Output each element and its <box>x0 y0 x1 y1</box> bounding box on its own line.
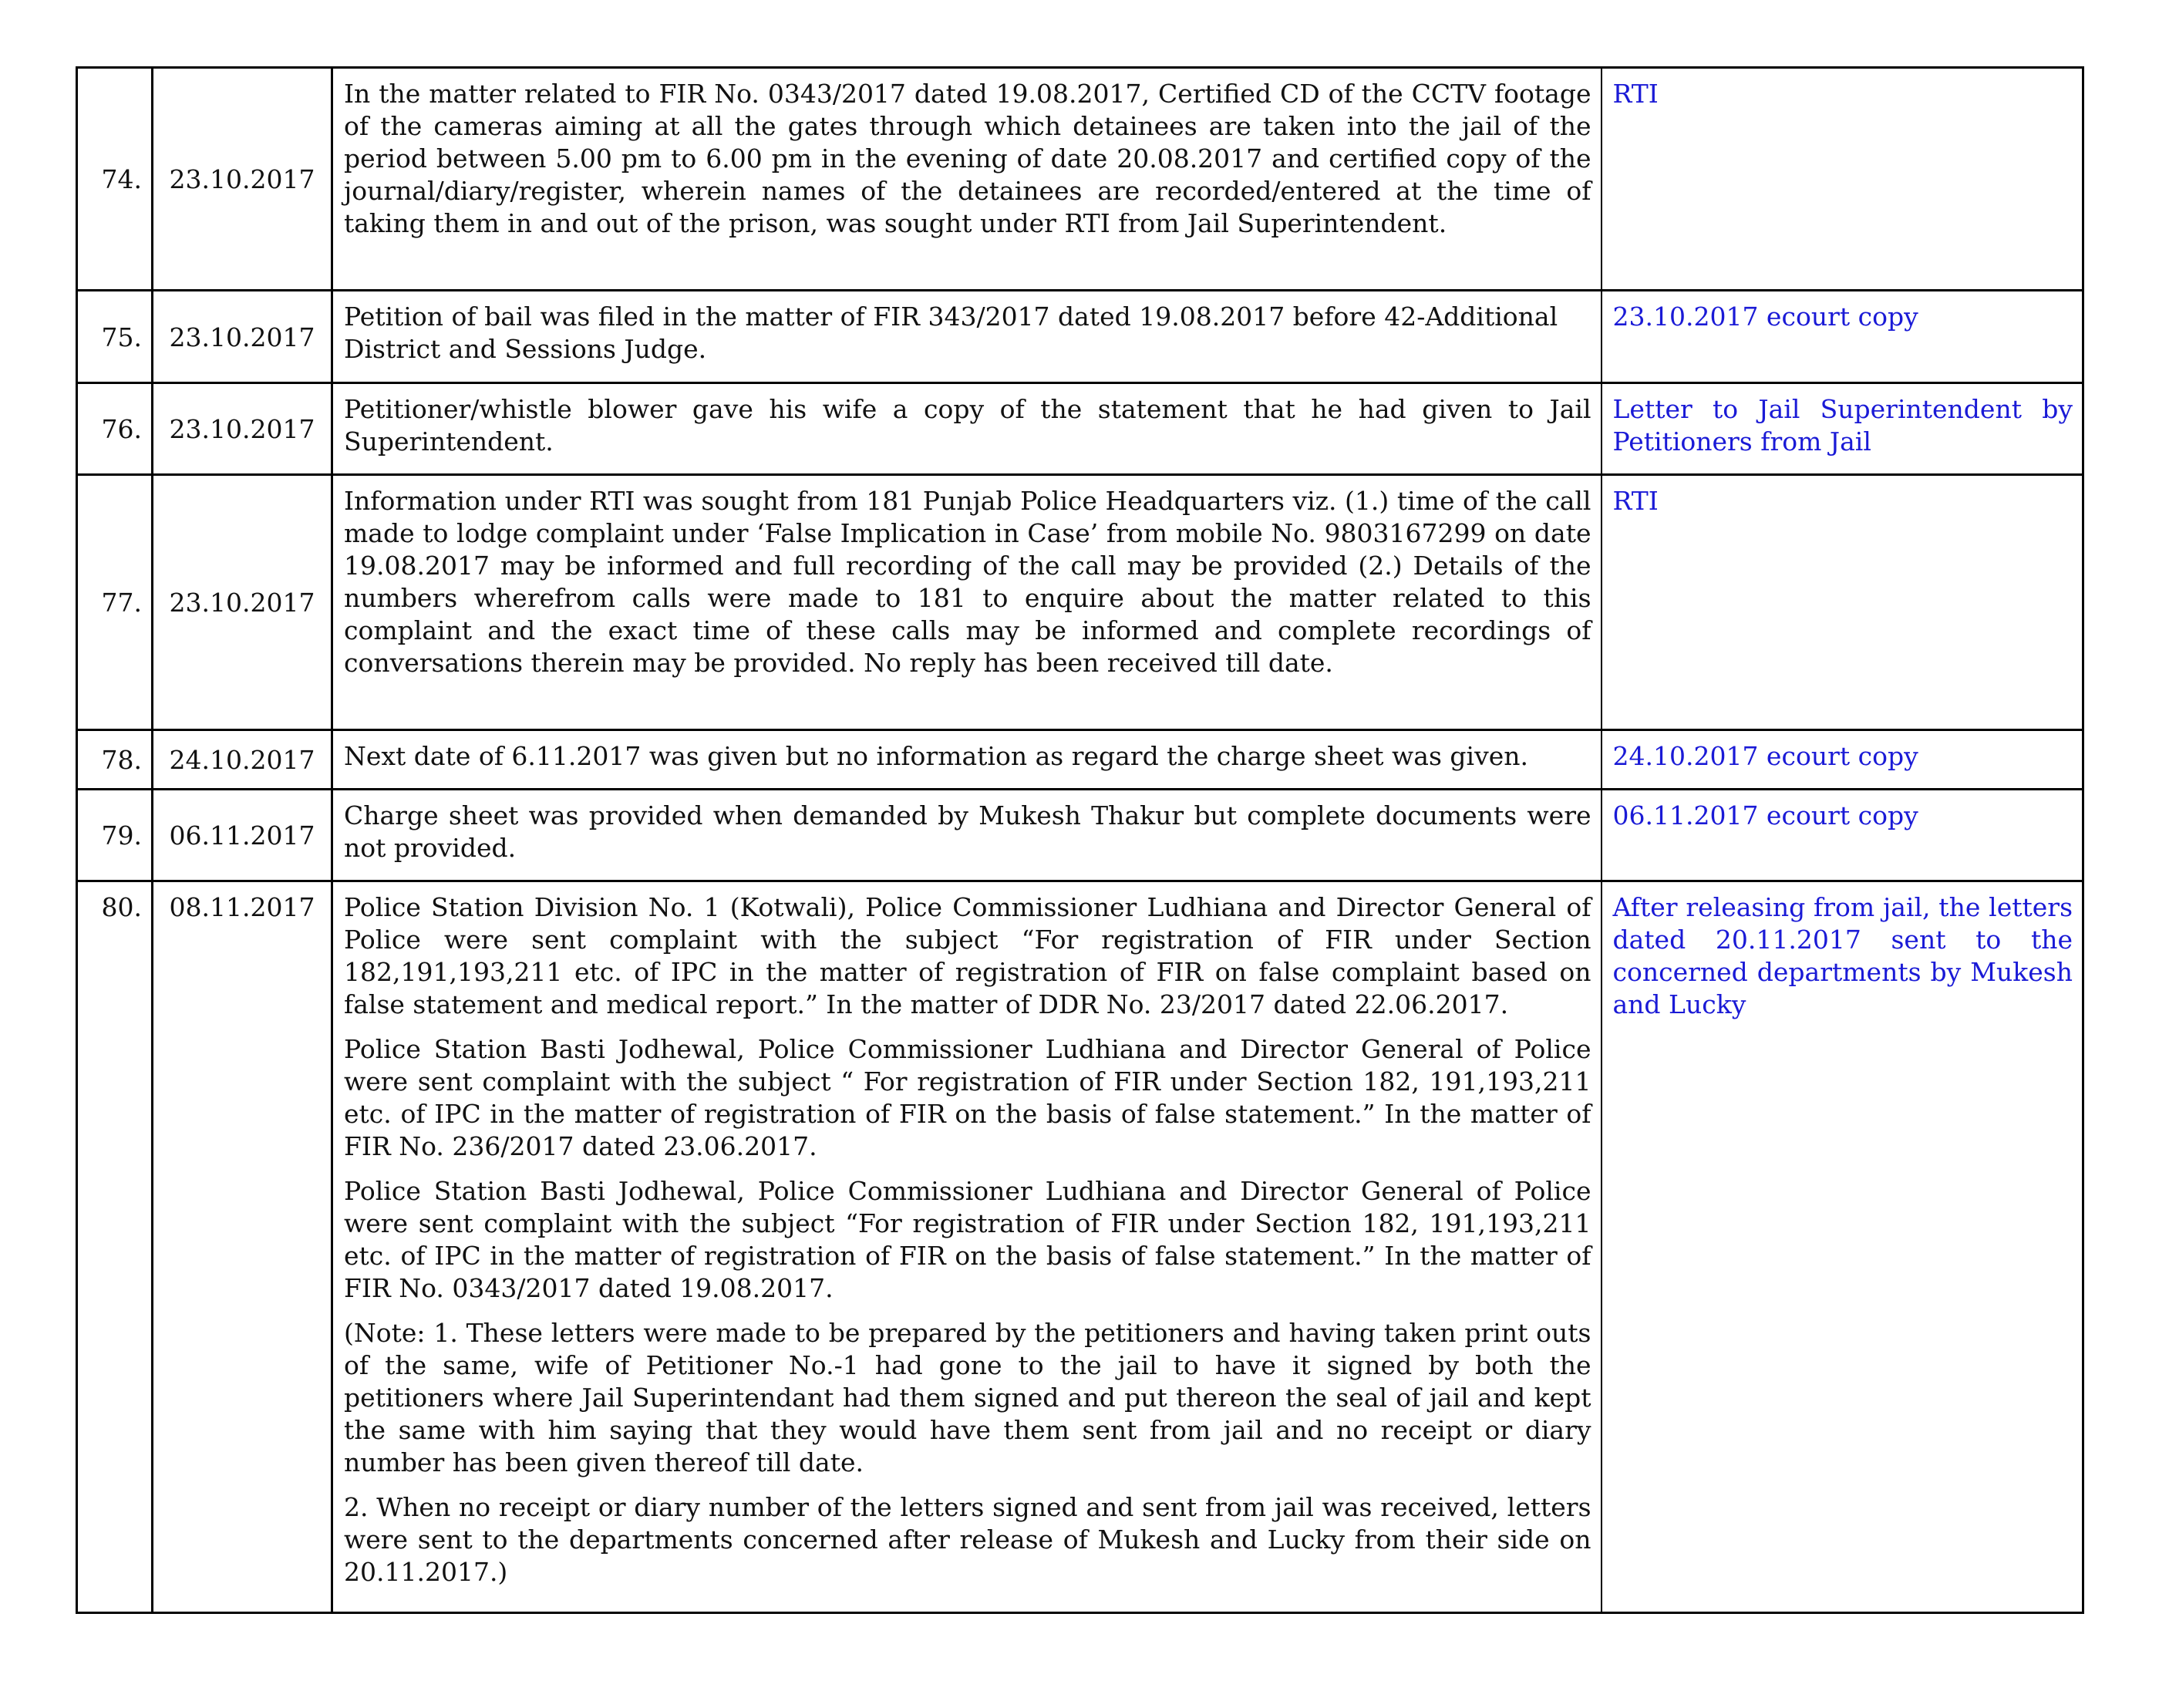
description-paragraph: Petition of bail was filed in the matter of FIR 343/2017 dated 19.08.2017 before 42-Additional District and Sessions Judge. <box>344 302 1558 364</box>
row-reference <box>1602 68 2083 291</box>
reference-link[interactable]: 23.10.2017 ecourt copy <box>1612 302 1918 332</box>
row-number: 79. <box>77 790 153 881</box>
table-row <box>77 475 2083 730</box>
row-date: 06.11.2017 <box>153 790 332 881</box>
row-reference <box>1602 790 2083 881</box>
row-description <box>332 790 1602 881</box>
row-reference <box>1602 475 2083 730</box>
table-row <box>77 291 2083 383</box>
row-number: 74. <box>77 68 153 291</box>
reference-link[interactable]: Letter to Jail Superintendent by Petitioners from Jail <box>1612 394 2073 456</box>
table-row <box>77 730 2083 790</box>
chronology-table <box>76 66 2084 1614</box>
row-number: 78. <box>77 730 153 790</box>
reference-link[interactable]: 06.11.2017 ecourt copy <box>1612 800 1918 830</box>
row-date: 23.10.2017 <box>153 475 332 730</box>
description-paragraph: Information under RTI was sought from 181 Punjab Police Headquarters viz. (1.) time of the call made to lodge complaint under ‘False Implication in Case’ from mobile No. 9803167299 on date 19.08.2017 may be informed and full recording of the call may be provided (2.) Details of the numbers wherefrom calls were made to 181 to enquire about the matter related to this complaint and the exact time of these calls may be informed and complete recordings of conversations therein may be provided. No reply has been received till date. <box>344 486 1591 678</box>
row-description <box>332 881 1602 1613</box>
row-number: 76. <box>77 383 153 475</box>
row-reference <box>1602 730 2083 790</box>
row-description <box>332 383 1602 475</box>
row-date: 23.10.2017 <box>153 383 332 475</box>
row-reference <box>1602 291 2083 383</box>
table-row <box>77 68 2083 291</box>
reference-link[interactable]: RTI <box>1612 79 1659 109</box>
row-description <box>332 291 1602 383</box>
description-paragraph: Police Station Basti Jodhewal, Police Commissioner Ludhiana and Director General of Police were sent complaint with the subject “For registration of FIR under Section 182, 191,193,211 etc. of IPC in the matter of registration of FIR on the basis of false statement.” In the matter of FIR No. 0343/2017 dated 19.08.2017. <box>344 1176 1591 1303</box>
note-paragraph: (Note: 1. These letters were made to be prepared by the petitioners and having taken print outs of the same, wife of Petitioner No.-1 had gone to the jail to have it signed by both the petitioners where Jail Superintendant had them signed and put thereon the seal of jail and kept the same with him saying that they would have them sent from jail and no receipt or diary number has been given thereof till date. <box>344 1318 1591 1477</box>
description-paragraph: Petitioner/whistle blower gave his wife a copy of the statement that he had given to Jail Superintendent. <box>344 394 1591 456</box>
table-row <box>77 881 2083 1613</box>
row-number: 77. <box>77 475 153 730</box>
row-reference <box>1602 383 2083 475</box>
description-paragraph: Charge sheet was provided when demanded by Mukesh Thakur but complete documents were not provided. <box>344 800 1591 863</box>
row-date: 24.10.2017 <box>153 730 332 790</box>
table-row <box>77 383 2083 475</box>
reference-link[interactable]: RTI <box>1612 486 1659 516</box>
description-paragraph: Police Station Basti Jodhewal, Police Commissioner Ludhiana and Director General of Police were sent complaint with the subject “ For registration of FIR under Section 182, 191,193,211 etc. of IPC in the matter of registration of FIR on the basis of false statement.” In the matter of FIR No. 236/2017 dated 23.06.2017. <box>344 1034 1591 1161</box>
row-description <box>332 475 1602 730</box>
reference-link[interactable]: 24.10.2017 ecourt copy <box>1612 741 1918 771</box>
description-paragraph: Next date of 6.11.2017 was given but no information as regard the charge sheet was given. <box>344 741 1528 771</box>
note-paragraph: 2. When no receipt or diary number of the letters signed and sent from jail was received, letters were sent to the departments concerned after release of Mukesh and Lucky from their side on 20.11.2017.) <box>344 1492 1591 1587</box>
description-paragraph: Police Station Division No. 1 (Kotwali), Police Commissioner Ludhiana and Director General of Police were sent complaint with the subject “For registration of FIR under Section 182,191,193,211 etc. of IPC in the matter of registration of FIR on false complaint based on false statement and medical report.” In the matter of DDR No. 23/2017 dated 22.06.2017. <box>344 892 1591 1019</box>
row-reference <box>1602 881 2083 1613</box>
row-date: 23.10.2017 <box>153 291 332 383</box>
description-paragraph: In the matter related to FIR No. 0343/2017 dated 19.08.2017, Certified CD of the CCTV footage of the cameras aiming at all the gates through which detainees are taken into the jail of the period between 5.00 pm to 6.00 pm in the evening of date 20.08.2017 and certified copy of the journal/diary/register, wherein names of the detainees are recorded/entered at the time of taking them in and out of the prison, was sought under RTI from Jail Superintendent. <box>344 79 1591 238</box>
reference-link[interactable]: After releasing from jail, the letters dated 20.11.2017 sent to the concerned departments by Mukesh and Lucky <box>1612 892 2073 1019</box>
table-row <box>77 790 2083 881</box>
row-date: 08.11.2017 <box>153 881 332 1613</box>
row-number: 75. <box>77 291 153 383</box>
row-description <box>332 730 1602 790</box>
row-description <box>332 68 1602 291</box>
row-number: 80. <box>77 881 153 1613</box>
row-date: 23.10.2017 <box>153 68 332 291</box>
